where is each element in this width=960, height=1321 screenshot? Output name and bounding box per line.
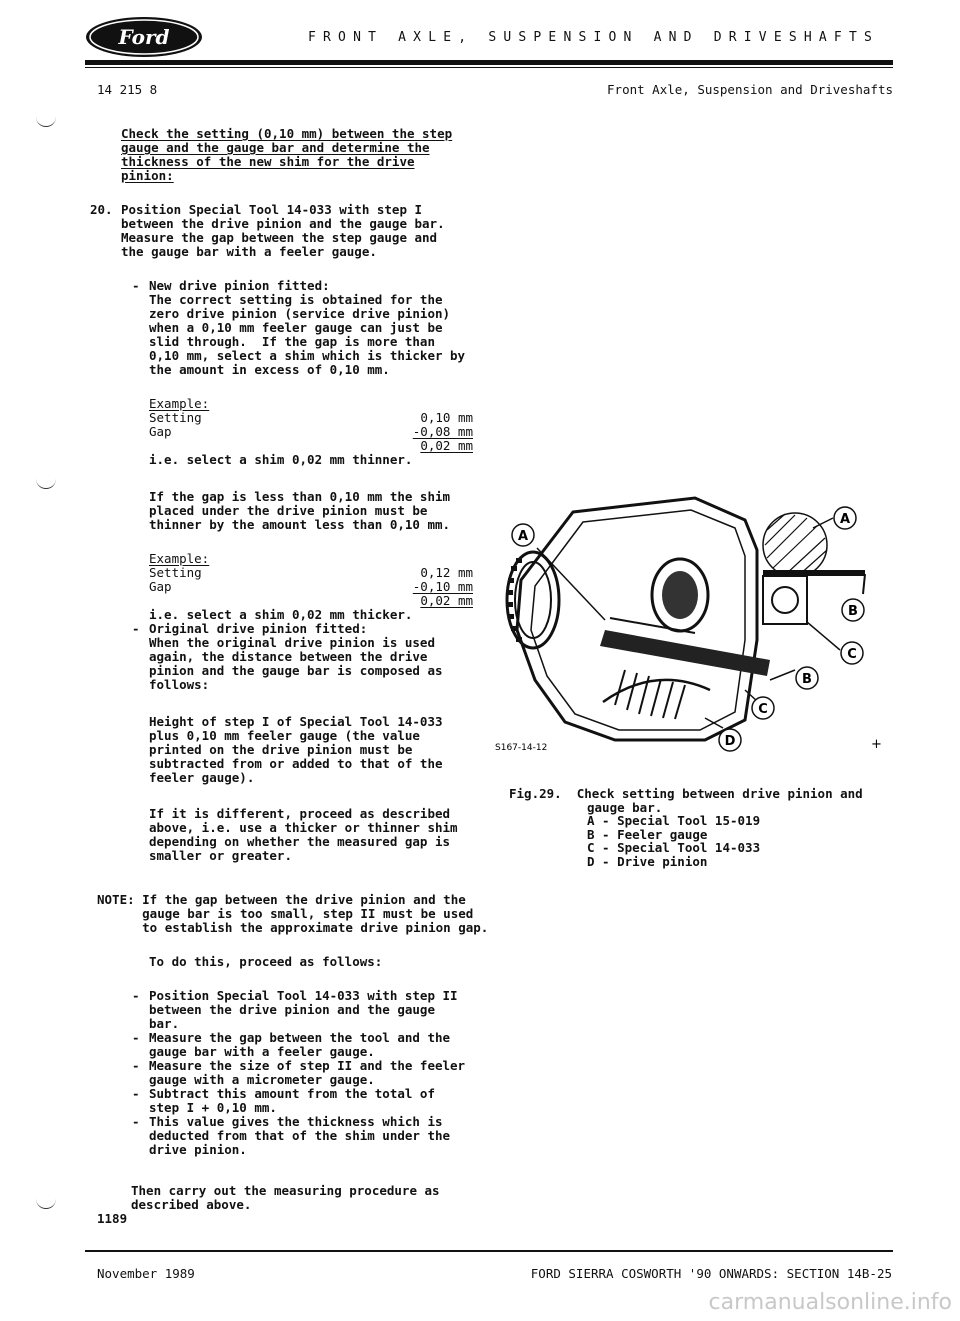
figure-label: C bbox=[847, 647, 857, 662]
example-gap-value: -0,10 mm bbox=[412, 579, 473, 594]
note-line: gauge bar is too small, step II must be used bbox=[97, 906, 474, 921]
caption-title: Fig.29. Check setting between drive pinion and bbox=[509, 786, 863, 801]
bullet: - bbox=[132, 1086, 140, 1101]
height-line: feeler gauge). bbox=[149, 770, 255, 785]
figure-label: A bbox=[839, 512, 851, 527]
note-line: to establish the approximate drive pinion gap. bbox=[97, 920, 489, 935]
step-line: Measure the gap between the step gauge and bbox=[121, 230, 438, 245]
step-line: the gauge bar with a feeler gauge. bbox=[121, 244, 377, 259]
different-line: If it is different, proceed as described bbox=[149, 806, 451, 821]
margin-mark bbox=[36, 1198, 56, 1209]
less-line: If the gap is less than 0,10 mm the shim bbox=[149, 489, 451, 504]
closing-line: described above. bbox=[131, 1197, 252, 1212]
example-setting-label: Setting bbox=[149, 410, 202, 425]
procedure-line: bar. bbox=[149, 1016, 180, 1031]
figure-caption bbox=[509, 787, 863, 869]
height-line: subtracted from or added to that of the bbox=[149, 756, 443, 771]
logo-wordmark: Ford bbox=[118, 25, 170, 49]
watermark-link[interactable]: carmanualsonline.info bbox=[708, 1290, 952, 1315]
intro-line: Check the setting (0,10 mm) between the step bbox=[121, 126, 453, 141]
step-line: Position Special Tool 14-033 with step I bbox=[121, 202, 423, 217]
closing-line: Then carry out the measuring procedure as bbox=[131, 1183, 440, 1198]
height-line: printed on the drive pinion must be bbox=[149, 742, 413, 757]
height-line: plus 0,10 mm feeler gauge (the value bbox=[149, 728, 420, 743]
example-gap-value: -0,08 mm bbox=[412, 424, 473, 439]
procedure-line: gauge with a micrometer gauge. bbox=[149, 1072, 375, 1087]
original-line: pinion and the gauge bar is composed as bbox=[149, 663, 443, 678]
less-line: placed under the drive pinion must be bbox=[149, 503, 428, 518]
figure-ref: S167-14-12 bbox=[495, 743, 548, 753]
new-pinion-line: slid through. If the gap is more than bbox=[149, 334, 435, 349]
orientation-mark-icon: + bbox=[871, 737, 882, 752]
figure-drive-pinion-setting bbox=[495, 490, 895, 765]
height-line: Height of step I of Special Tool 14-033 bbox=[149, 714, 443, 729]
example-setting-label: Setting bbox=[149, 565, 202, 580]
legend-item: C - Special Tool 14-033 bbox=[587, 840, 761, 856]
procedure-line: between the drive pinion and the gauge bbox=[149, 1002, 435, 1017]
new-pinion-line: when a 0,10 mm feeler gauge can just be bbox=[149, 320, 443, 335]
different-line: depending on whether the measured gap is bbox=[149, 834, 451, 849]
different-line: smaller or greater. bbox=[149, 848, 292, 863]
procedure-line: drive pinion. bbox=[149, 1142, 247, 1157]
legend-item: B - Feeler gauge bbox=[587, 826, 708, 842]
example-heading: Example: bbox=[149, 551, 210, 566]
note-line: NOTE: If the gap between the drive pinion and the bbox=[97, 892, 466, 907]
figure-label: C bbox=[758, 702, 768, 717]
example-result-value: 0,02 mm bbox=[420, 593, 473, 608]
bullet: - bbox=[132, 1058, 140, 1073]
figure-label: B bbox=[848, 604, 858, 619]
procedure-line: This value gives the thickness which is bbox=[149, 1114, 443, 1129]
header-rule bbox=[85, 60, 893, 65]
header-rule-thin bbox=[85, 67, 893, 68]
figure-label: D bbox=[724, 734, 736, 749]
procedure-line: Subtract this amount from the total of bbox=[149, 1086, 435, 1101]
procedure-line: gauge bar with a feeler gauge. bbox=[149, 1044, 375, 1059]
caption-title-2: gauge bar. bbox=[587, 799, 663, 815]
legend-item: A - Special Tool 15-019 bbox=[587, 813, 761, 829]
bullet: - bbox=[132, 278, 140, 293]
ford-logo bbox=[85, 16, 203, 58]
figure-label: B bbox=[802, 672, 812, 687]
margin-mark bbox=[36, 116, 56, 127]
footer-section: FORD SIERRA COSWORTH '90 ONWARDS: SECTION 14B-25 bbox=[530, 1266, 892, 1281]
footer-rule bbox=[85, 1250, 893, 1252]
original-line: Original drive pinion fitted: bbox=[149, 621, 368, 636]
bullet: - bbox=[132, 1114, 140, 1129]
new-pinion-line: 0,10 mm, select a shim which is thicker by bbox=[149, 348, 466, 363]
original-line: When the original drive pinion is used bbox=[149, 635, 435, 650]
original-line: again, the distance between the drive bbox=[149, 649, 428, 664]
bullet: - bbox=[132, 621, 140, 636]
example-conclusion: i.e. select a shim 0,02 mm thicker. bbox=[149, 607, 413, 622]
example-gap-label: Gap bbox=[149, 424, 172, 439]
step-line: between the drive pinion and the gauge bar. bbox=[121, 216, 445, 231]
footer-date: November 1989 bbox=[97, 1266, 195, 1281]
less-line: thinner by the amount less than 0,10 mm. bbox=[149, 517, 451, 532]
procedure-line: Measure the size of step II and the feeler bbox=[149, 1058, 466, 1073]
new-pinion-line: the amount in excess of 0,10 mm. bbox=[149, 362, 390, 377]
example-setting-value: 0,10 mm bbox=[420, 410, 473, 425]
intro-line: pinion: bbox=[121, 168, 174, 183]
new-pinion-line: zero drive pinion (service drive pinion) bbox=[149, 306, 451, 321]
procedure-line: Measure the gap between the tool and the bbox=[149, 1030, 451, 1045]
procedure-line: step I + 0,10 mm. bbox=[149, 1100, 277, 1115]
figure-label: A bbox=[517, 529, 529, 544]
example-heading: Example: bbox=[149, 396, 210, 411]
margin-mark bbox=[36, 478, 56, 489]
running-head: Front Axle, Suspension and Driveshafts bbox=[607, 82, 893, 97]
different-line: above, i.e. use a thicker or thinner shim bbox=[149, 820, 458, 835]
page-reference: 14 215 8 bbox=[97, 82, 158, 97]
legend-item: D - Drive pinion bbox=[587, 853, 708, 869]
step-number: 20. bbox=[90, 202, 113, 217]
example-gap-label: Gap bbox=[149, 579, 172, 594]
bullet: - bbox=[132, 988, 140, 1003]
todo-line: To do this, proceed as follows: bbox=[149, 954, 383, 969]
section-banner: FRONT AXLE, SUSPENSION AND DRIVESHAFTS bbox=[308, 30, 880, 45]
procedure-line: deducted from that of the shim under the bbox=[149, 1128, 451, 1143]
new-pinion-line: The correct setting is obtained for the bbox=[149, 292, 443, 307]
example-setting-value: 0,12 mm bbox=[420, 565, 473, 580]
procedure-line: Position Special Tool 14-033 with step II bbox=[149, 988, 458, 1003]
example-result-value: 0,02 mm bbox=[420, 438, 473, 453]
new-pinion-line: New drive pinion fitted: bbox=[149, 278, 330, 293]
original-line: follows: bbox=[149, 677, 210, 692]
page-number: 1189 bbox=[97, 1211, 128, 1226]
intro-line: thickness of the new shim for the drive bbox=[121, 154, 415, 169]
example-conclusion: i.e. select a shim 0,02 mm thinner. bbox=[149, 452, 413, 467]
bullet: - bbox=[132, 1030, 140, 1045]
intro-line: gauge and the gauge bar and determine the bbox=[121, 140, 430, 155]
